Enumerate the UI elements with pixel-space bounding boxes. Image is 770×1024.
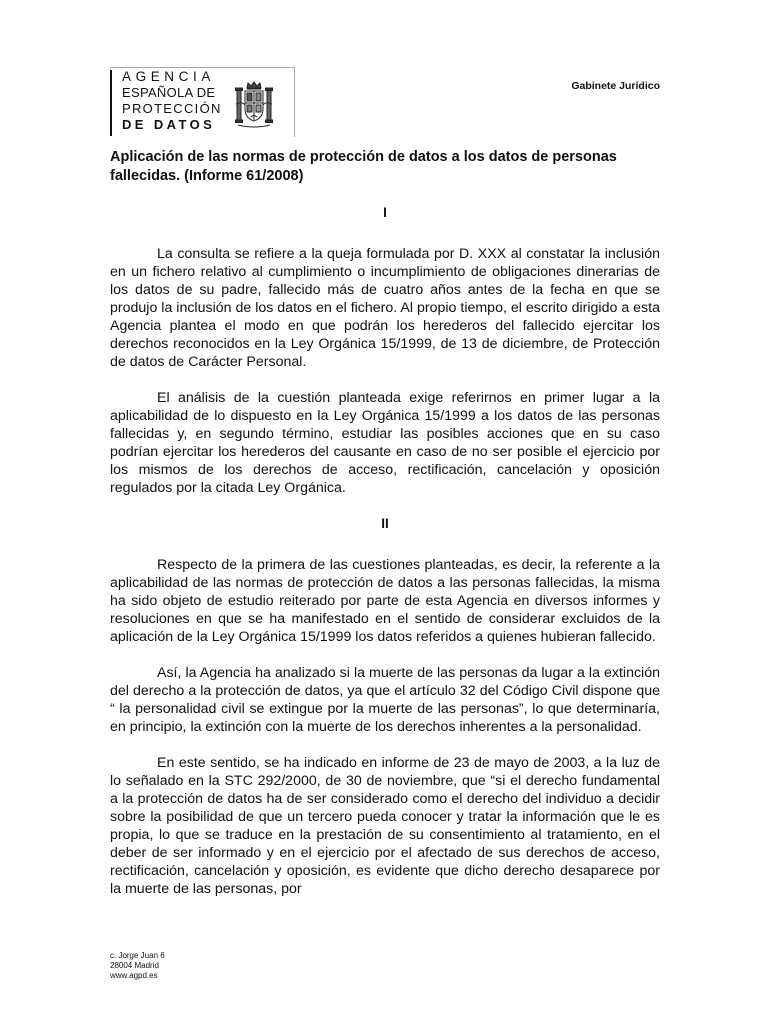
logo-wordmark bbox=[122, 69, 222, 133]
paragraph-1: La consulta se refiere a la queja formulada por D. XXX al constatar la inclusión en un fichero relativo al cumplimiento o incumplimiento de obligaciones dinerarias de los datos de su padre, fallecido más de cuatro años antes de la fecha en que se produjo la inclusión de los datos en el fichero. Al propio tiempo, el escrito dirigido a esta Agencia plantea el modo en que podrán los herederos del fallecido ejercitar los derechos reconocidos en la Ley Orgánica 15/1999, de 13 de diciembre, de Protección de datos de Carácter Personal. bbox=[110, 246, 660, 370]
logo-line-2: ESPAÑOLA DE bbox=[122, 85, 216, 100]
section-heading-1: I bbox=[383, 205, 387, 220]
paragraph-3: Respecto de la primera de las cuestiones planteadas, es decir, la referente a la aplicabilidad de las normas de protección de datos a las personas fallecidas, la misma ha sido objeto de estudio reiterado por parte de esta Agencia en diversos informes y resoluciones en que se ha manifestado en el sentido de considerar excluidos de la aplicación de la Ley Orgánica 15/1999 los datos referidos a quienes hubieran fallecido. bbox=[110, 557, 660, 645]
paragraph-4: Así, la Agencia ha analizado si la muerte de las personas da lugar a la extinción del derecho a la protección de datos, ya que el artículo 32 del Código Civil dispone que “ la personalidad civil se extingue por la muerte de las personas”, lo que determinaría, en principio, la extinción con la muerte de los derechos inherentes a la personalidad. bbox=[110, 665, 660, 735]
coat-of-arms-icon bbox=[234, 79, 274, 131]
footer-city: 28004 Madrid bbox=[110, 961, 159, 970]
logo-line-1: AGENCIA bbox=[122, 69, 215, 84]
agency-logo bbox=[110, 67, 295, 137]
footer-website: www.agpd.es bbox=[110, 971, 158, 980]
paragraph-5: En este sentido, se ha indicado en informe de 23 de mayo de 2003, a la luz de lo señalado en la STC 292/2000, de 30 de noviembre, que “si el derecho fundamental a la protección de datos ha de ser considerado como el derecho del individuo a decidir sobre la posibilidad de que un tercero pueda conocer y tratar la información que le es propia, lo que se traduce en la prestación de su consentimiento al tratamiento, en el deber de ser informado y en el ejercicio por el afectado de sus derechos de acceso, rectificación, cancelación y oposición, es evidente que dicho derecho desaparece por la muerte de las personas, por bbox=[110, 755, 660, 897]
document-body bbox=[110, 148, 660, 898]
logo-line-3: PROTECCIÓN bbox=[122, 101, 222, 116]
paragraph-2: El análisis de la cuestión planteada exige referirnos en primer lugar a la aplicabilidad de lo dispuesto en la Ley Orgánica 15/1999 a los datos de las personas fallecidas y, en segundo término, estudiar las posibles acciones que en su caso podrían ejercitar los herederos del causante en caso de no ser posible el ejercicio por los mismos de los derechos de acceso, rectificación, cancelación y oposición regulados por la citada Ley Orgánica. bbox=[110, 390, 660, 496]
office-name: Gabinete Jurídico bbox=[571, 80, 660, 92]
footer-address bbox=[110, 951, 165, 981]
document-title: Aplicación de las normas de protección de datos a los datos de personas fallecidas. (Informe 61/2008) bbox=[110, 149, 617, 184]
footer-street: c. Jorge Juan 6 bbox=[110, 951, 165, 960]
section-heading-2: II bbox=[381, 516, 389, 531]
logo-bar bbox=[110, 70, 112, 136]
logo-line-4: DE DATOS bbox=[122, 117, 216, 132]
